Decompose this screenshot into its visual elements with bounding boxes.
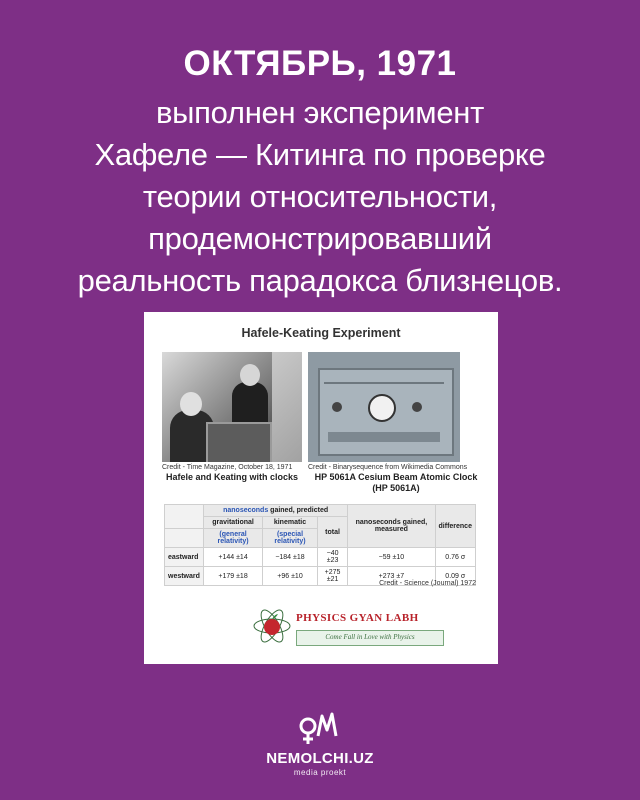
predicted-group-header — [203, 505, 347, 517]
subtitle-line: продемонстрировавший — [148, 221, 492, 256]
empty-header-cell — [165, 529, 204, 548]
right-photo-caption-line: HP 5061A Cesium Beam Atomic Clock — [314, 472, 478, 482]
grav-value: +144 ±14 — [203, 548, 262, 567]
general-relativity-header — [203, 529, 262, 548]
measured-value: +273 ±7 — [348, 567, 435, 586]
subtitle-line: теории относительности, — [142, 179, 498, 214]
kinematic-label: kinematic — [273, 519, 307, 526]
logo-tagline: Come Fall in Love with Physics — [296, 630, 444, 646]
measured-header: nanoseconds gained, measured — [348, 505, 435, 548]
kinematic-header — [263, 517, 318, 529]
gravitational-label: gravitational — [212, 519, 254, 526]
total-value: +275 ±21 — [317, 567, 348, 586]
measured-value: −59 ±10 — [348, 548, 435, 567]
special-relativity-link[interactable]: (special relativity) — [274, 531, 306, 545]
subtitle-line: Хафеле — Китинга по проверке — [94, 137, 546, 172]
grav-value: +179 ±18 — [203, 567, 262, 586]
row-label: eastward — [165, 548, 204, 567]
left-photo-credit: Credit - Time Magazine, October 18, 1971 — [162, 464, 293, 471]
nanoseconds-link[interactable]: nanoseconds — [223, 507, 269, 514]
subtitle — [30, 92, 610, 302]
kin-value: −184 ±18 — [263, 548, 318, 567]
atom-apple-logo-icon — [252, 608, 292, 644]
difference-value: 0.76 σ — [435, 548, 476, 567]
row-label: westward — [165, 567, 204, 586]
special-relativity-header — [263, 529, 318, 548]
logo-name: PHYSICS GYAN LABH — [296, 612, 419, 624]
brand-name: NEMOLCHI.UZ — [266, 750, 374, 767]
left-photo-caption: Hafele and Keating with clocks — [165, 472, 299, 482]
brand-subtitle: media proekt — [293, 768, 347, 777]
gravitational-header — [203, 517, 262, 529]
headline: ОКТЯБРЬ, 1971 — [183, 44, 457, 83]
total-value: −40 ±23 — [317, 548, 348, 567]
right-photo-caption — [308, 472, 484, 494]
results-table — [164, 504, 476, 586]
experiment-image-card — [144, 312, 498, 664]
right-photo-credit: Credit - Binarysequence from Wikimedia Commons — [308, 464, 468, 471]
difference-header: difference — [435, 505, 476, 548]
subtitle-line: выполнен эксперимент — [156, 95, 484, 130]
general-relativity-link[interactable]: (general relativity) — [217, 531, 249, 545]
right-photo-caption-line: (HP 5061A) — [372, 483, 420, 493]
nemolchi-logo-icon — [296, 708, 344, 746]
difference-value: 0.09 σ — [435, 567, 476, 586]
card-title: Hafele-Keating Experiment — [241, 326, 401, 340]
kin-value: +96 ±10 — [263, 567, 318, 586]
atomic-clock-photo — [308, 352, 460, 462]
total-header: total — [317, 517, 348, 548]
predicted-group-label: gained, predicted — [268, 507, 329, 514]
table-row — [165, 548, 476, 567]
science-credit: Credit - Science (Journal) 1972 — [379, 580, 476, 587]
empty-header-cell — [165, 505, 204, 529]
subtitle-line: реальность парадокса близнецов. — [77, 263, 563, 298]
scientists-photo — [162, 352, 302, 462]
